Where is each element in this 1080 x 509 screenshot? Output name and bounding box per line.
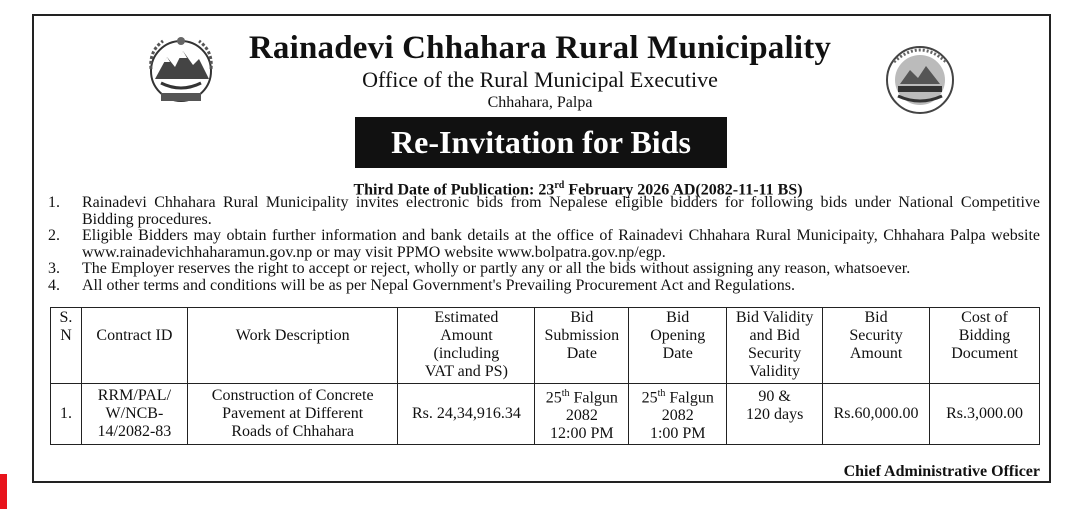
header-work-description: Work Description (187, 308, 398, 384)
header-bid-opening-date: Bid Opening Date (629, 308, 727, 384)
cell-document-cost: Rs.3,000.00 (930, 384, 1040, 445)
table-row (51, 384, 1040, 445)
signatory-title: Chief Administrative Officer (843, 463, 1040, 480)
cell-work-description: Construction of Concrete Pavement at Different Roads of Chhahara (187, 384, 398, 445)
clause-text: All other terms and conditions will be as per Nepal Government's Prevailing Procurement Act and Regulations. (82, 276, 795, 294)
clause-number: 1. (48, 194, 60, 211)
notice-title: Re-Invitation for Bids (355, 117, 727, 168)
office-name: Office of the Rural Municipal Executive (362, 67, 718, 92)
header-contract-id: Contract ID (81, 308, 187, 384)
header-estimated-amount: Estimated Amount (including VAT and PS) (398, 308, 535, 384)
clause-3 (48, 261, 1040, 278)
table-header-row (51, 308, 1040, 384)
office-location: Chhahara, Palpa (487, 94, 593, 111)
cell-submission-date: 25th Falgun 2082 12:00 PM (535, 384, 629, 445)
clause-2 (48, 228, 1040, 261)
publication-date: Third Date of Publication: 23rd February 2026 AD(2082-11-11 BS) (353, 180, 803, 199)
cell-security-amount: Rs.60,000.00 (823, 384, 930, 445)
edge-mark (0, 474, 7, 509)
clause-1 (48, 195, 1040, 228)
notice-clauses (48, 195, 1040, 294)
bid-table (50, 307, 1040, 445)
header-cost-of-bidding-document: Cost of Bidding Document (930, 308, 1040, 384)
clause-text: The Employer reserves the right to accept or reject, wholly or partly any or all the bids without assigning any reason, whatsoever. (82, 260, 911, 277)
cell-estimated-amount: Rs. 24,34,916.34 (398, 384, 535, 445)
header-bid-submission-date: Bid Submission Date (535, 308, 629, 384)
cell-sn: 1. (51, 384, 82, 445)
clause-4 (48, 278, 1040, 295)
clause-text: Rainadevi Chhahara Rural Municipality invites electronic bids from Nepalese eligible bidders for following bids under National Competitive Bidding procedures. (82, 194, 1040, 228)
header-sn: S. N (51, 308, 82, 384)
cell-opening-date: 25th Falgun 2082 1:00 PM (629, 384, 727, 445)
header-bid-validity: Bid Validity and Bid Security Validity (727, 308, 823, 384)
municipality-name: Rainadevi Chhahara Rural Municipality (248, 30, 832, 66)
clause-text: Eligible Bidders may obtain further information and bank details at the office of Rainadevi Chhahara Rural Municipaity, Chhahara Palpa website www.rainadevichhaharamun.gov.np or may visit PPMO website www.bolpatra.gov.np/egp. (82, 227, 1040, 261)
header-bid-security-amount: Bid Security Amount (823, 308, 930, 384)
clause-number: 4. (48, 276, 60, 294)
cell-validity: 90 & 120 days (727, 384, 823, 445)
cell-contract-id: RRM/PAL/ W/NCB- 14/2082-83 (81, 384, 187, 445)
clause-number: 3. (48, 260, 60, 277)
clause-number: 2. (48, 227, 60, 244)
